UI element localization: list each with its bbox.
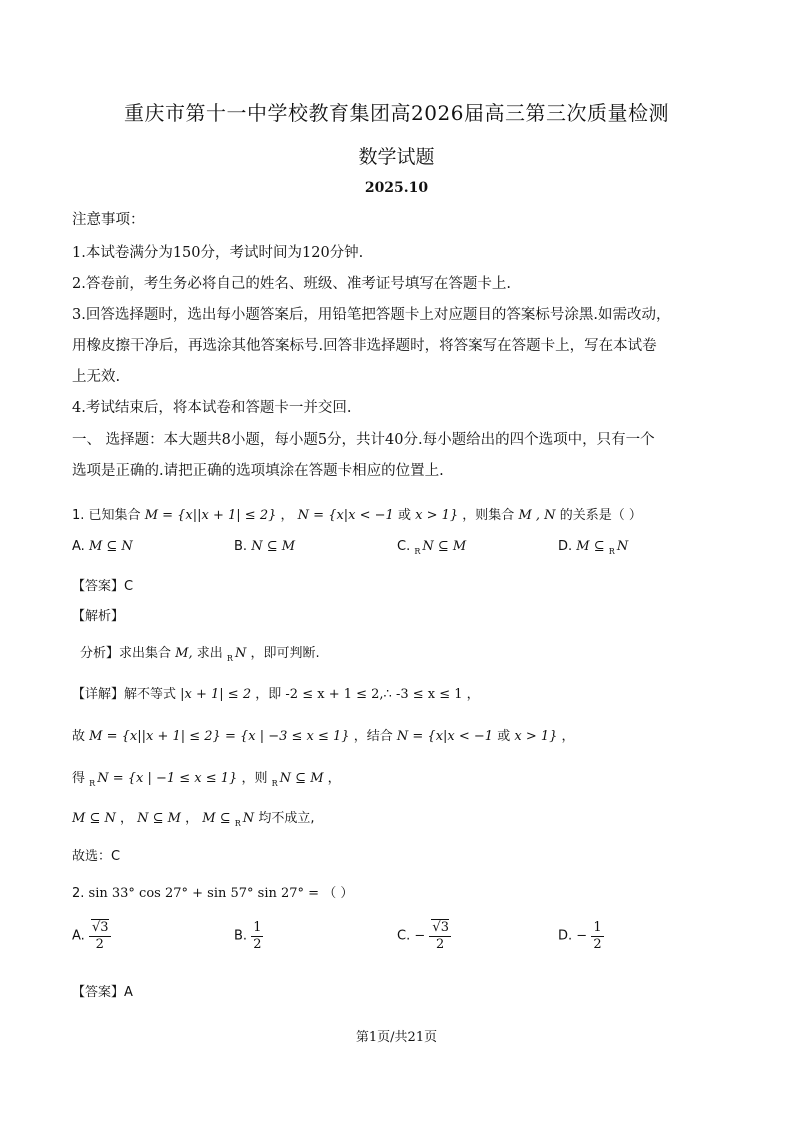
q1-option-a-text: M ⊆ N bbox=[88, 539, 133, 554]
q1-r-comma-2: ， bbox=[185, 811, 199, 826]
note-3-line-1: 3.回答选择题时，选出每小题答案后，用铅笔把答题卡上对应题目的答案标号涂黑.如需改动， bbox=[72, 307, 671, 323]
q1-option-c-text: N ⊆ M bbox=[422, 539, 467, 554]
q1-option-a-label: A. bbox=[72, 539, 85, 554]
q2-paren: （ ） bbox=[323, 886, 354, 901]
q2-option-c-sign: − bbox=[414, 928, 426, 944]
q1-option-b-label: B. bbox=[234, 539, 248, 554]
q1-fenxi-sub: R bbox=[226, 654, 233, 663]
note-3-line-3: 上无效. bbox=[72, 369, 121, 385]
q1-de-sub: R bbox=[89, 779, 96, 788]
q2-option-b-den: 2 bbox=[253, 936, 262, 952]
q1-answer: 【答案】C bbox=[72, 579, 134, 594]
q1-detail-4 bbox=[72, 807, 314, 828]
q1-option-d bbox=[558, 539, 628, 556]
q2-option-d-sign: − bbox=[576, 928, 588, 944]
q1-analysis-label: 【解析】 bbox=[72, 609, 125, 624]
q1-mn: M , N bbox=[518, 508, 556, 523]
q2-option-a bbox=[72, 920, 111, 952]
q1-set-n-2: x > 1} bbox=[415, 508, 459, 523]
q1-gu-expr-3: x > 1} bbox=[514, 729, 558, 744]
q2-option-b-num: 1 bbox=[253, 920, 262, 935]
q1-option-b-text: N ⊆ M bbox=[251, 539, 296, 554]
q2-option-d-fraction bbox=[591, 920, 603, 952]
page-title: 重庆市第十一中学校教育集团高2026届高三第三次质量检测 bbox=[124, 101, 669, 125]
q1-fenxi-text-3: ，即可判断. bbox=[250, 646, 320, 661]
note-3-line-2: 用橡皮擦干净后，再选涂其他答案标号.回答非选择题时，将答案写在答题卡上，写在本试卷 bbox=[72, 338, 657, 354]
q1-de-text-2: ，则 bbox=[241, 771, 268, 786]
q1-r-5: 均不成立, bbox=[258, 811, 315, 826]
q2-option-d bbox=[558, 920, 604, 952]
q1-detail-text-2: ，即 bbox=[255, 687, 282, 702]
q1-option-b bbox=[234, 539, 295, 554]
q1-option-d-text-2: N bbox=[616, 539, 629, 554]
q1-detail-expr: |x + 1| ≤ 2 bbox=[180, 687, 252, 702]
notes-heading: 注意事项： bbox=[72, 212, 145, 228]
q2-option-a-num: √3 bbox=[91, 920, 109, 935]
q2-option-d-den: 2 bbox=[593, 936, 602, 952]
q2-option-b-label: B. bbox=[234, 928, 248, 944]
q1-r-sub: R bbox=[234, 819, 241, 828]
q1-gu-text-3: ， bbox=[561, 729, 575, 744]
q2-option-c bbox=[397, 920, 451, 952]
section-instructions-1: 一、 选择题：本大题共8小题，每小题5分，共计40分.每小题给出的四个选项中，只有一个 bbox=[72, 432, 655, 448]
q2-prefix: 2. bbox=[72, 886, 85, 901]
q1-de-sub-2: R bbox=[271, 779, 278, 788]
q1-r-comma-1: ， bbox=[119, 811, 133, 826]
q1-de-expr-2: N ⊆ M bbox=[279, 771, 324, 786]
q1-option-c-sub: R bbox=[414, 547, 421, 556]
q1-option-c-label: C. bbox=[397, 539, 411, 554]
q1-choice: 故选：C bbox=[72, 849, 121, 864]
q1-de-expr: N = {x | −1 ≤ x ≤ 1} bbox=[97, 771, 238, 786]
q2-option-d-num: 1 bbox=[593, 920, 602, 935]
q1-detail-3 bbox=[72, 767, 341, 788]
q2-option-a-label: A. bbox=[72, 928, 85, 944]
q1-suffix-1: ，则集合 bbox=[462, 508, 515, 523]
exam-date: 2025.10 bbox=[364, 180, 429, 196]
q1-de-text-1: 得 bbox=[72, 771, 86, 786]
note-2: 2.答卷前，考生务必将自己的姓名、班级、准考证号填写在答题卡上. bbox=[72, 276, 511, 292]
q1-gu-text-2: ，结合 bbox=[353, 729, 393, 744]
q1-suffix-2: 的关系是（ ） bbox=[559, 508, 642, 523]
q1-r-2: N ⊆ M bbox=[137, 811, 181, 826]
q2-option-c-num: √3 bbox=[432, 920, 449, 935]
q1-set-n: N = {x|x < −1 bbox=[297, 508, 394, 523]
q1-gu-or: 或 bbox=[497, 729, 511, 744]
page-subtitle: 数学试题 bbox=[358, 146, 435, 168]
q1-de-text-3: ， bbox=[327, 771, 341, 786]
q1-fenxi bbox=[80, 642, 320, 663]
q1-option-c bbox=[397, 539, 466, 556]
q1-fenxi-text-2: 求出 bbox=[196, 646, 223, 661]
q2-option-d-label: D. bbox=[558, 928, 573, 944]
q1-option-d-sub: R bbox=[608, 547, 615, 556]
q1-r-1: M ⊆ N bbox=[72, 811, 116, 826]
q1-option-d-label: D. bbox=[558, 539, 573, 554]
q1-or: 或 bbox=[397, 508, 411, 523]
note-1: 1.本试卷满分为150分，考试时间为120分钟. bbox=[72, 245, 364, 261]
q1-gu-text-1: 故 bbox=[72, 729, 86, 744]
q1-option-d-text: M ⊆ bbox=[576, 539, 605, 554]
section-instructions-2: 选项是正确的.请把正确的选项填涂在答题卡相应的位置上. bbox=[72, 463, 444, 479]
q1-detail-1 bbox=[72, 683, 480, 702]
q1-detail-text-4: ， bbox=[466, 687, 480, 702]
q2-answer: 【答案】A bbox=[72, 985, 133, 1000]
q2-option-a-den: 2 bbox=[95, 936, 104, 952]
q2-option-c-den: 2 bbox=[436, 936, 445, 952]
q1-r-4: N bbox=[242, 811, 255, 826]
q1-fenxi-n: N bbox=[234, 646, 247, 661]
q1-fenxi-m: M, bbox=[175, 646, 193, 661]
question-1-stem bbox=[72, 504, 642, 523]
q1-prefix: 1. 已知集合 bbox=[72, 508, 141, 523]
q2-option-a-fraction bbox=[89, 920, 111, 952]
q1-gu-expr-2: N = {x|x < −1 bbox=[396, 729, 494, 744]
q1-detail-expr-2: -2 ≤ x + 1 ≤ 2,∴ -3 ≤ x ≤ 1 bbox=[285, 687, 463, 702]
q2-expr: sin 33° cos 27° + sin 57° sin 27° = bbox=[88, 886, 320, 901]
q1-detail-2 bbox=[72, 725, 575, 744]
q1-comma: ， bbox=[280, 508, 294, 523]
note-4: 4.考试结束后，将本试卷和答题卡一并交回. bbox=[72, 400, 352, 416]
q1-fenxi-text-1: 分析】求出集合 bbox=[80, 646, 172, 661]
q1-gu-expr: M = {x||x + 1| ≤ 2} = {x | −3 ≤ x ≤ 1} bbox=[89, 729, 350, 744]
q2-option-b-fraction bbox=[251, 920, 263, 952]
page-footer: 第1页/共21页 bbox=[355, 1030, 438, 1045]
q1-option-a bbox=[72, 539, 133, 554]
q2-option-b bbox=[234, 920, 263, 952]
q1-detail-label: 【详解】解不等式 bbox=[72, 687, 177, 702]
question-2-stem bbox=[72, 882, 353, 901]
q1-r-3: M ⊆ bbox=[202, 811, 231, 826]
q2-option-c-label: C. bbox=[397, 928, 411, 944]
q1-set-m: M = {x||x + 1| ≤ 2} bbox=[144, 508, 277, 523]
q2-option-c-fraction bbox=[429, 920, 451, 952]
